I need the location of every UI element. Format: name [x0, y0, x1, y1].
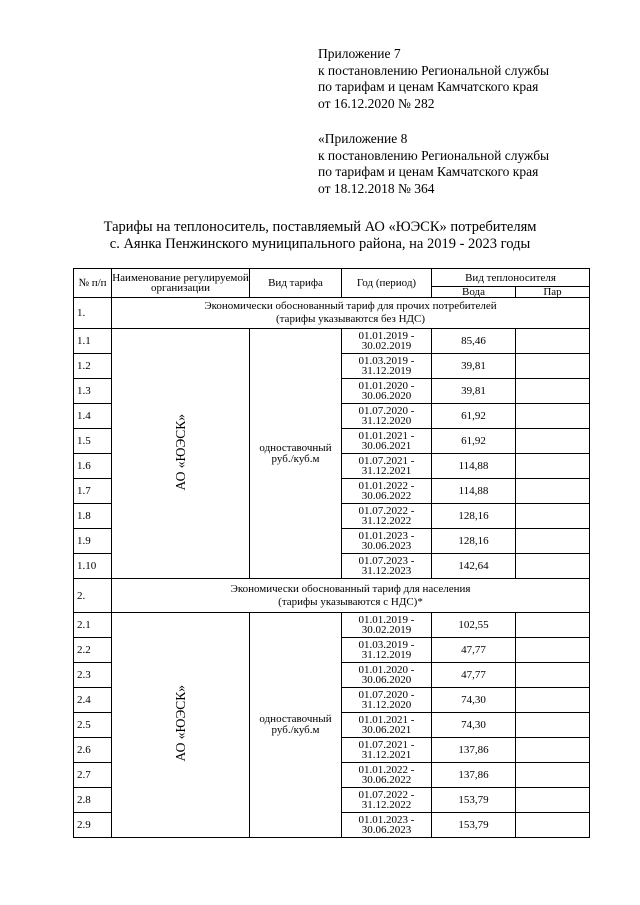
period-line: 01.01.2021 -: [358, 714, 415, 726]
annex-7-line: по тарифам и ценам Камчатского края: [318, 79, 539, 94]
organization-cell: [112, 329, 250, 579]
tariff-kind-cell: [250, 329, 342, 579]
steam-tariff-value: [516, 738, 590, 763]
period-line: 01.01.2023 -: [358, 530, 415, 542]
header-steam: Пар: [516, 287, 590, 298]
row-number: 2.8: [74, 788, 112, 813]
period-line: 01.07.2022 -: [358, 789, 415, 801]
section-row: [74, 298, 590, 329]
organization-name: АО «ЮЭСК»: [172, 413, 188, 491]
tariff-kind-line: руб./куб.м: [271, 724, 320, 736]
row-number: 1.6: [74, 454, 112, 479]
period-cell: [342, 404, 432, 429]
annex-7-header: [318, 46, 618, 112]
period-line: 30.02.2019: [361, 340, 412, 352]
period-line: 01.07.2020 -: [358, 689, 415, 701]
steam-tariff-value: [516, 788, 590, 813]
header-water: Вода: [432, 287, 516, 298]
section-row: [74, 579, 590, 613]
period-line: 31.12.2021: [361, 465, 412, 477]
row-number: 2.1: [74, 613, 112, 638]
period-line: 01.01.2023 -: [358, 814, 415, 826]
period-line: 01.07.2021 -: [358, 739, 415, 751]
annex-8-line: от 18.12.2018 № 364: [318, 180, 435, 196]
row-number: 2.2: [74, 638, 112, 663]
period-line: 01.01.2022 -: [358, 764, 415, 776]
steam-tariff-value: [516, 354, 590, 379]
steam-tariff-value: [516, 454, 590, 479]
period-line: 01.01.2021 -: [358, 430, 415, 442]
period-cell: [342, 663, 432, 688]
steam-tariff-value: [516, 404, 590, 429]
header-number: № п/п: [74, 269, 112, 298]
row-number: 1.1: [74, 329, 112, 354]
period-cell: [342, 354, 432, 379]
period-line: 01.07.2020 -: [358, 405, 415, 417]
steam-tariff-value: [516, 713, 590, 738]
period-line: 31.12.2019: [361, 649, 412, 661]
document-title: [40, 219, 600, 253]
water-tariff-value: 61,92: [432, 404, 516, 429]
period-line: 01.07.2021 -: [358, 455, 415, 467]
period-line: 31.12.2020: [361, 415, 412, 427]
row-number: 1.9: [74, 529, 112, 554]
water-tariff-value: 85,46: [432, 329, 516, 354]
row-number: 1.2: [74, 354, 112, 379]
period-line: 31.12.2020: [361, 699, 412, 711]
period-line: 01.07.2023 -: [358, 555, 415, 567]
water-tariff-value: 102,55: [432, 613, 516, 638]
steam-tariff-value: [516, 329, 590, 354]
period-cell: [342, 763, 432, 788]
header-heat-carrier: Вид теплоносителя: [432, 269, 590, 287]
row-number: 2.6: [74, 738, 112, 763]
section-title: [112, 298, 590, 329]
period-cell: [342, 638, 432, 663]
water-tariff-value: 61,92: [432, 429, 516, 454]
period-cell: [342, 688, 432, 713]
row-number: 1.7: [74, 479, 112, 504]
water-tariff-value: 128,16: [432, 529, 516, 554]
section-title: [112, 579, 590, 613]
period-line: 30.06.2020: [361, 390, 412, 402]
period-line: 30.06.2021: [361, 440, 412, 452]
period-cell: [342, 379, 432, 404]
annex-8-header: [318, 131, 618, 197]
row-number: 1.5: [74, 429, 112, 454]
period-line: 01.03.2019 -: [358, 639, 415, 651]
period-line: 01.01.2022 -: [358, 480, 415, 492]
period-line: 01.01.2019 -: [358, 330, 415, 342]
water-tariff-value: 114,88: [432, 454, 516, 479]
annex-8-line: «Приложение 8: [318, 131, 408, 146]
organization-cell: [112, 613, 250, 838]
steam-tariff-value: [516, 479, 590, 504]
water-tariff-value: 137,86: [432, 763, 516, 788]
period-line: 01.07.2022 -: [358, 505, 415, 517]
period-cell: [342, 738, 432, 763]
row-number: 2.7: [74, 763, 112, 788]
annex-8-line: к постановлению Региональной службы: [318, 147, 550, 163]
steam-tariff-value: [516, 429, 590, 454]
annex-7-line: Приложение 7: [318, 46, 401, 61]
period-cell: [342, 788, 432, 813]
period-line: 01.01.2019 -: [358, 614, 415, 626]
period-cell: [342, 529, 432, 554]
water-tariff-value: 74,30: [432, 688, 516, 713]
row-number: 1.8: [74, 504, 112, 529]
header-tariff-kind: Вид тарифа: [250, 269, 342, 298]
section-title-line: Экономически обоснованный тариф для прочих потребителей: [204, 300, 497, 312]
section-title-line: (тарифы указываются с НДС)*: [278, 595, 423, 608]
annex-7-line: от 16.12.2020 № 282: [318, 95, 435, 111]
period-cell: [342, 479, 432, 504]
period-line: 01.03.2019 -: [358, 355, 415, 367]
period-line: 01.01.2020 -: [358, 664, 415, 676]
period-cell: [342, 613, 432, 638]
water-tariff-value: 39,81: [432, 354, 516, 379]
row-number: 1.10: [74, 554, 112, 579]
row-number: 2.4: [74, 688, 112, 713]
steam-tariff-value: [516, 504, 590, 529]
section-number: 1.: [74, 298, 112, 329]
tariff-kind-line: одноставочный: [259, 441, 332, 454]
period-line: 31.12.2023: [361, 565, 412, 577]
period-line: 30.02.2019: [361, 624, 412, 636]
water-tariff-value: 142,64: [432, 554, 516, 579]
water-tariff-value: 47,77: [432, 663, 516, 688]
row-number: 2.9: [74, 813, 112, 838]
steam-tariff-value: [516, 813, 590, 838]
steam-tariff-value: [516, 379, 590, 404]
period-line: 30.06.2020: [361, 674, 412, 686]
period-line: 01.01.2020 -: [358, 380, 415, 392]
steam-tariff-value: [516, 613, 590, 638]
water-tariff-value: 47,77: [432, 638, 516, 663]
period-line: 30.06.2022: [361, 490, 412, 502]
period-line: 31.12.2022: [361, 515, 412, 527]
annex-8-line: по тарифам и ценам Камчатского края: [318, 164, 539, 179]
table-row: [74, 329, 590, 354]
water-tariff-value: 74,30: [432, 713, 516, 738]
period-line: 30.06.2021: [361, 724, 412, 736]
section-title-line: Экономически обоснованный тариф для населения: [230, 582, 471, 595]
water-tariff-value: 114,88: [432, 479, 516, 504]
water-tariff-value: 153,79: [432, 813, 516, 838]
row-number: 1.4: [74, 404, 112, 429]
row-number: 2.3: [74, 663, 112, 688]
steam-tariff-value: [516, 663, 590, 688]
steam-tariff-value: [516, 763, 590, 788]
period-cell: [342, 454, 432, 479]
period-cell: [342, 713, 432, 738]
period-cell: [342, 429, 432, 454]
water-tariff-value: 39,81: [432, 379, 516, 404]
period-line: 31.12.2022: [361, 799, 412, 811]
document-title-line: Тарифы на теплоноситель, поставляемый АО «ЮЭСК» потребителям: [103, 219, 537, 235]
table-header-row: [74, 269, 590, 287]
period-cell: [342, 504, 432, 529]
row-number: 1.3: [74, 379, 112, 404]
header-period: Год (период): [342, 269, 432, 298]
row-number: 2.5: [74, 713, 112, 738]
tariff-kind-line: руб./куб.м: [271, 452, 320, 465]
water-tariff-value: 153,79: [432, 788, 516, 813]
steam-tariff-value: [516, 529, 590, 554]
tariff-table: [73, 268, 590, 838]
steam-tariff-value: [516, 638, 590, 663]
annex-7-line: к постановлению Региональной службы: [318, 62, 550, 78]
section-title-line: (тарифы указываются без НДС): [275, 313, 426, 325]
header-organization: Наименование регулируемой организации: [112, 269, 250, 298]
period-line: 31.12.2021: [361, 749, 412, 761]
steam-tariff-value: [516, 688, 590, 713]
section-number: 2.: [74, 579, 112, 613]
water-tariff-value: 137,86: [432, 738, 516, 763]
period-cell: [342, 554, 432, 579]
tariff-kind-line: одноставочный: [259, 713, 332, 725]
period-cell: [342, 813, 432, 838]
steam-tariff-value: [516, 554, 590, 579]
period-line: 30.06.2022: [361, 774, 412, 786]
period-cell: [342, 329, 432, 354]
tariff-kind-cell: [250, 613, 342, 838]
organization-name: АО «ЮЭСК»: [172, 685, 188, 762]
period-line: 31.12.2019: [361, 365, 412, 377]
table-row: [74, 613, 590, 638]
document-title-line: с. Аянка Пенжинского муниципального района, на 2019 - 2023 годы: [109, 236, 531, 252]
period-line: 30.06.2023: [361, 540, 412, 552]
water-tariff-value: 128,16: [432, 504, 516, 529]
period-line: 30.06.2023: [361, 824, 412, 836]
